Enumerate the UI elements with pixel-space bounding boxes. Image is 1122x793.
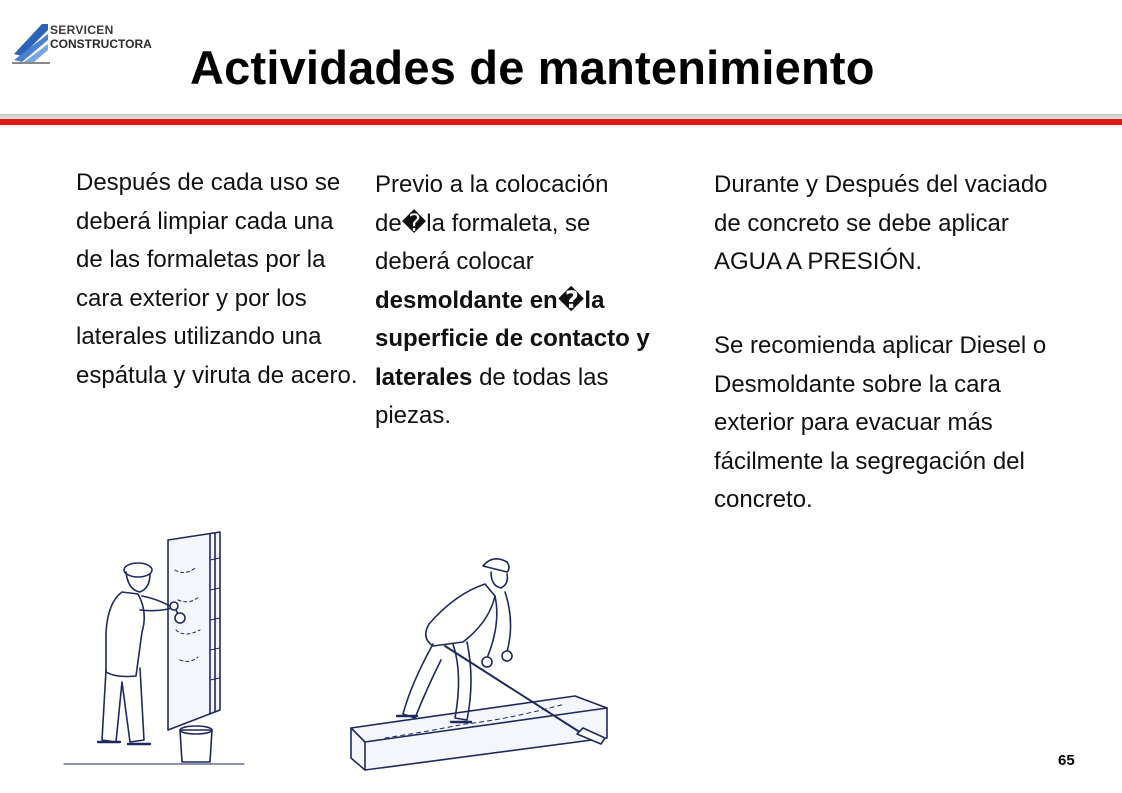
title-divider (0, 119, 1122, 125)
page-title: Actividades de mantenimiento (190, 41, 875, 94)
logo-mark-icon (12, 20, 52, 64)
logo-line-1: SERVICEN (50, 23, 114, 37)
release-agent-text-bold: desmoldante en�la superficie de contacto y laterales (375, 286, 650, 391)
page-number: 65 (1058, 752, 1075, 769)
company-logo (12, 18, 152, 66)
release-agent-instructions (375, 166, 665, 436)
release-agent-text-end: de todas las piezas. (375, 363, 609, 429)
diesel-recommendation: Se recomienda aplicar Diesel o Desmoldante sobre la cara exterior para evacuar más fácilmente la segregación del concreto. (714, 332, 1047, 513)
logo-line-2: CONSTRUCTORA (50, 37, 152, 51)
release-agent-text-intro: Previo a la colocación de�la formaleta, se deberá colocar (375, 171, 609, 275)
worker-applying-release-agent-illustration (345, 548, 625, 773)
worker-cleaning-formwork-illustration (60, 530, 250, 770)
water-pressure-instructions: Durante y Después del vaciado de concreto se debe aplicar AGUA A PRESIÓN. (714, 171, 1048, 275)
cleaning-instructions: Después de cada uso se deberá limpiar cada una de las formaletas por la cara exterior y por los laterales utilizando una espátula y viruta de acero. (76, 169, 358, 389)
